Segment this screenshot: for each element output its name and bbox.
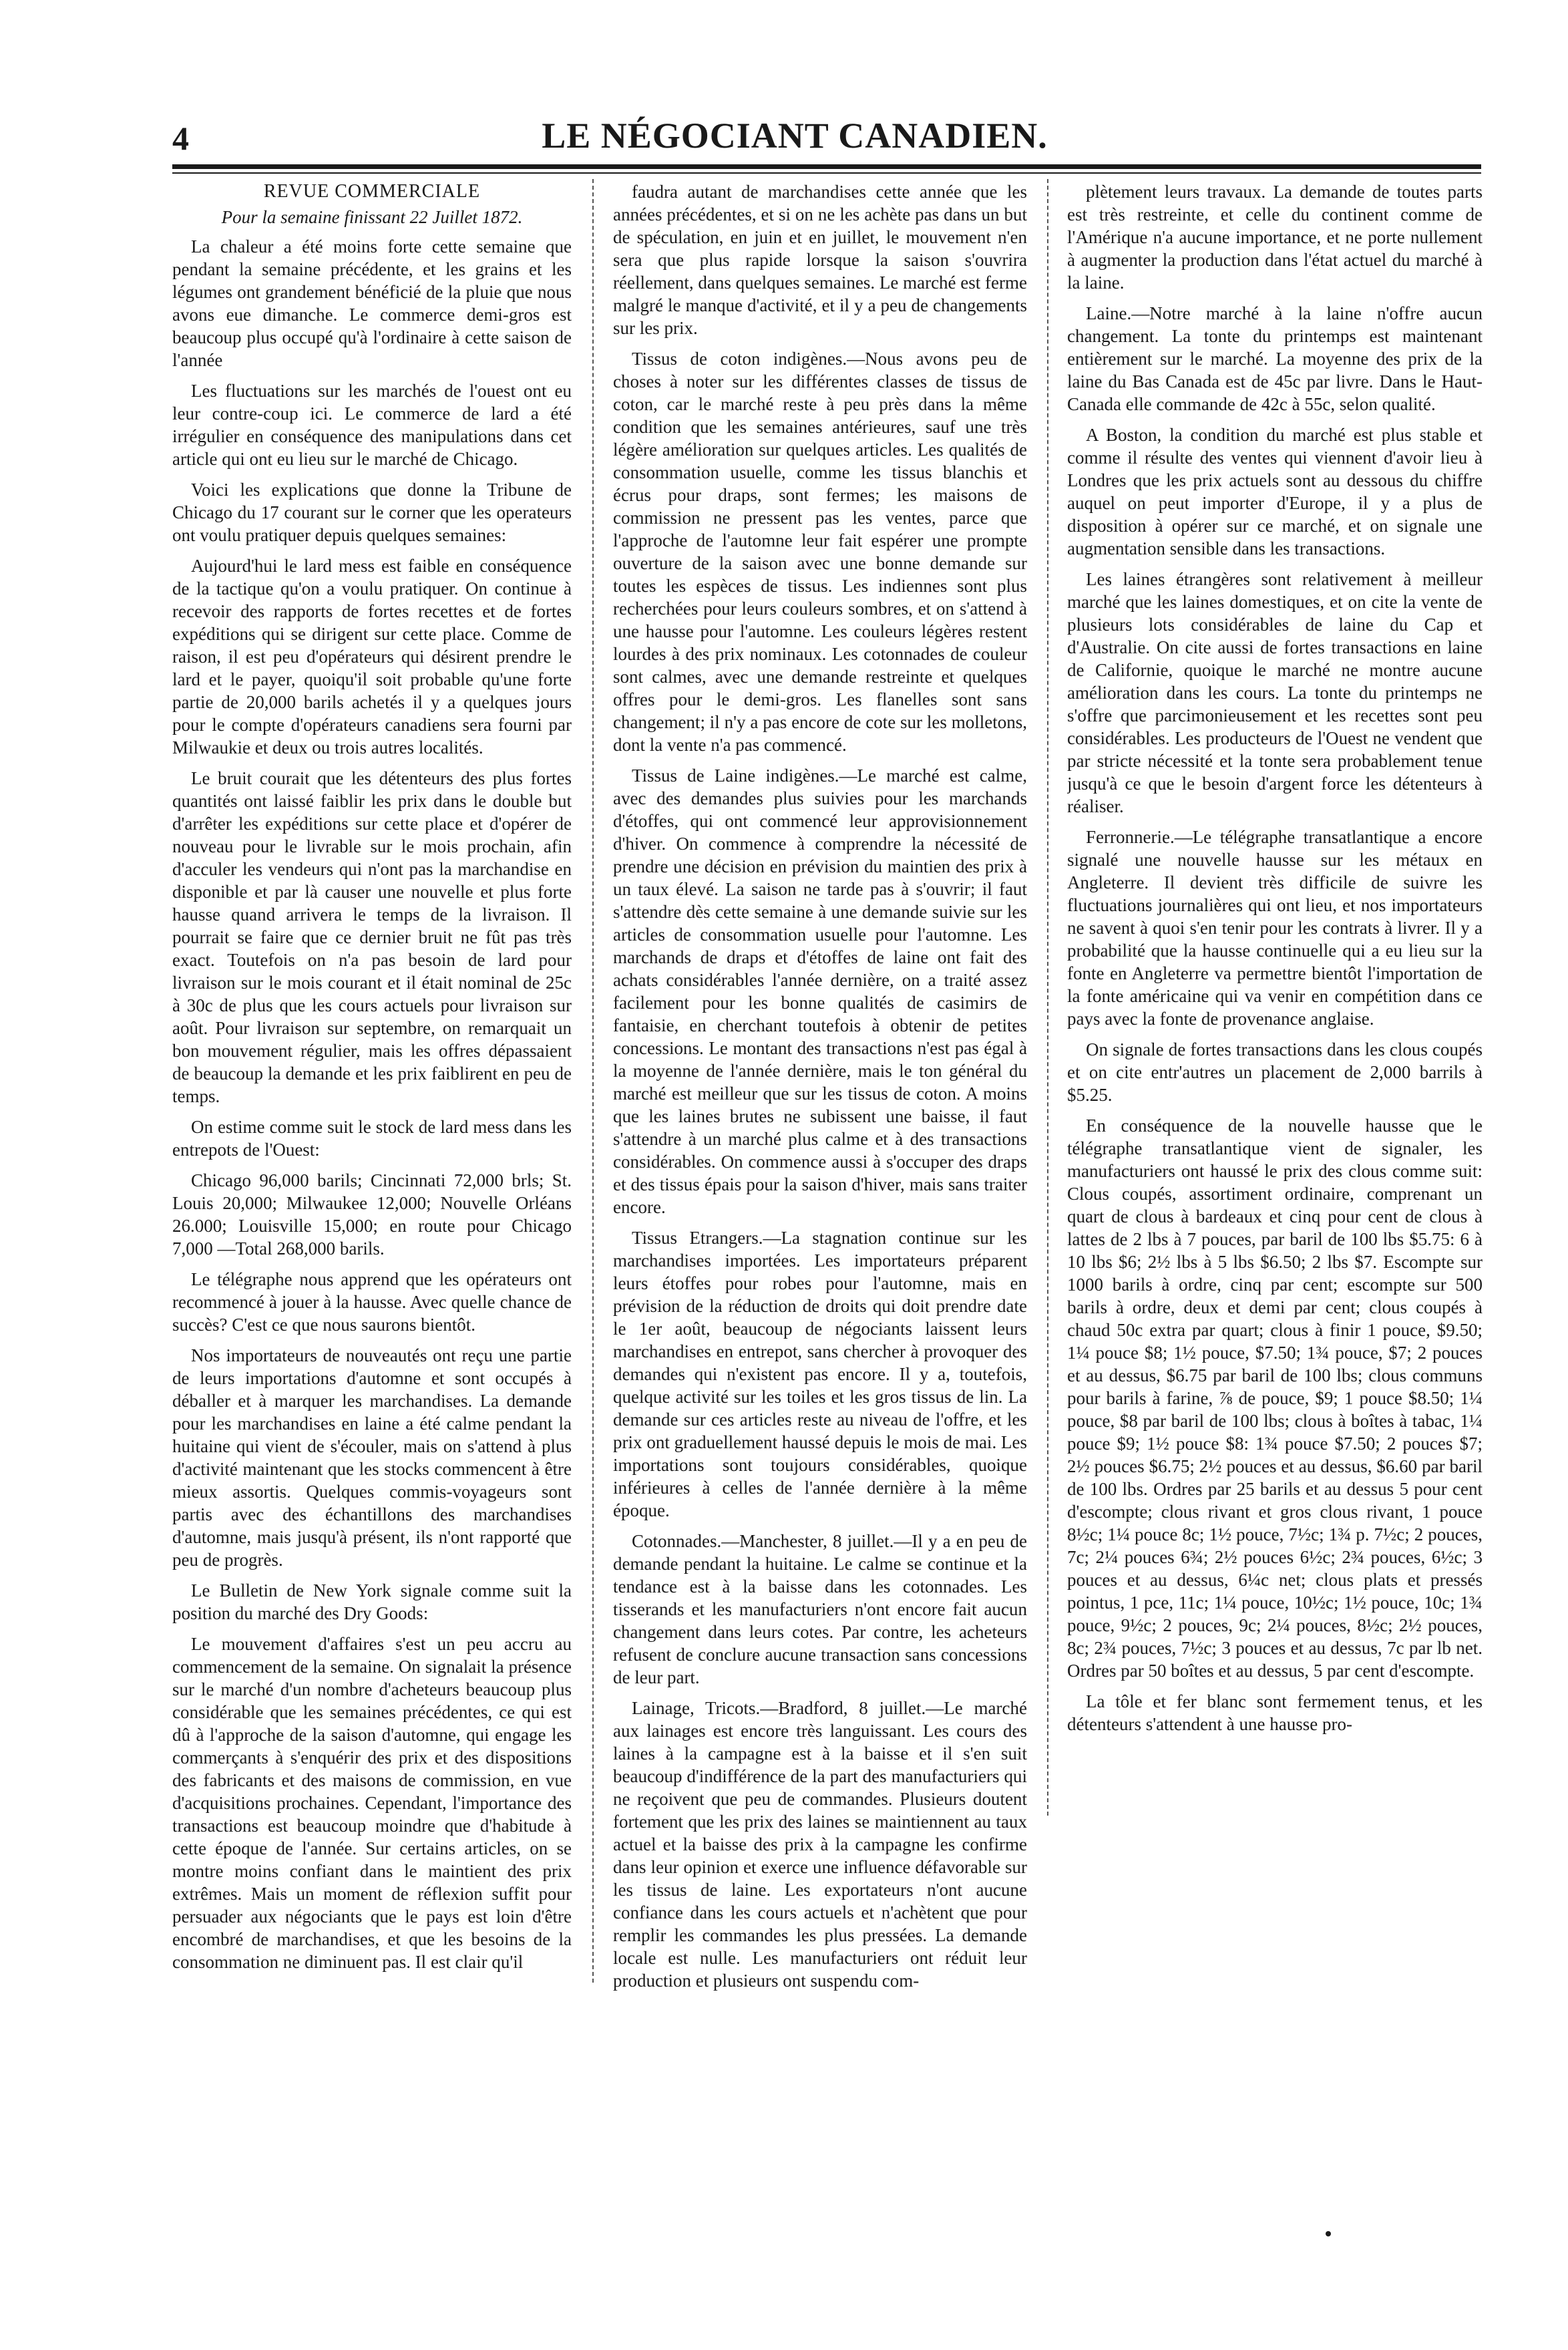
- paragraph: Tissus Etrangers.—La stagnation continue sur les marchandises importées. Les importateurs préparent leurs étoffes pour robes pour l'automne, mais en prévision de la réduction de droits qui doit prendre date le 1er août, beaucoup de négociants laissent leurs marchandises en entrepot, sans chercher à provoquer des demandes qui n'existent pas encore. Il y a, toutefois, quelque activité sur les toiles et les gros tissus de lin. La demande sur ces articles reste au niveau de l'offre, et les prix ont graduellement haussé depuis le mois de mai. Les importations sont toujours considérables, quoique inférieures à celles de l'année dernière à la même époque.: [613, 1228, 1027, 1520]
- paragraph: Tissus de coton indigènes.—Nous avons peu de choses à noter sur les différentes classes de tissus de coton, car le marché reste à peu près dans la même condition que les semaines antérieures, sauf une très légère amélioration sur quelques articles. Les qualités de consommation usuelle, comme les tissus blanchis et écrus pour draps, sont fermes; les maisons de commission ne pressent pas les ventes, parce que l'approche de l'automne leur fait espérer une prompte ouverture de la saison avec une bonne demande sur toutes les espèces de tissus. Les indiennes sont plus recherchées pour leurs couleurs sombres, et on s'attend à une hausse pour l'automne. Les couleurs légères restent lourdes à des prix nominaux. Les cotonnades de couleur sont calmes, avec une demande restreinte et quelques offres pour le demi-gros. Les flanelles sont sans changement; il n'y a pas encore de cote sur les molletons, dont la vente n'a pas commencé.: [613, 349, 1027, 755]
- column-divider: [592, 179, 594, 1983]
- column-2: [613, 180, 1027, 2291]
- paragraph: On signale de fortes transactions dans les clous coupés et on cite entr'autres un placement de 2,000 barrils à $5.25.: [1067, 1039, 1483, 1105]
- column-3: [1067, 180, 1483, 2291]
- paragraph: Chicago 96,000 barils; Cincinnati 72,000 brls; St. Louis 20,000; Milwaukee 12,000; Nouvelle Orléans 26.000; Louisville 15,000; en route pour Chicago 7,000 —Total 268,000 barils.: [172, 1170, 572, 1258]
- masthead-title: LE NÉGOCIANT CANADIEN.: [542, 116, 1048, 156]
- paragraph: Les fluctuations sur les marchés de l'ouest ont eu leur contre-coup ici. Le commerce de lard a été irrégulier en conséquence des manipulations dans cet article qui ont eu lieu sur le marché de Chicago.: [172, 381, 572, 469]
- paragraph: Aujourd'hui le lard mess est faible en conséquence de la tactique qu'on a voulu pratiquer. On continue à recevoir des rapports de fortes recettes et de fortes expéditions qui se dirigent sur cette place. Comme de raison, il est peu d'opérateurs qui désirent prendre le lard et le payer, quoiqu'il soit probable qu'une forte partie de 20,000 barils achetés il y a quelques jours pour le compte d'opérateurs canadiens sera fourni par Milwaukie et deux ou trois autres localités.: [172, 556, 572, 758]
- paragraph: La chaleur a été moins forte cette semaine que pendant la semaine précédente, et les grains et les légumes ont grandement bénéficié de la pluie que nous avons eue dimanche. Le commerce demi-gros est beaucoup plus occupé qu'à l'ordinaire à cette saison de l'année: [172, 236, 572, 370]
- paragraph: A Boston, la condition du marché est plus stable et comme il résulte des ventes qui viennent d'avoir lieu à Londres que les prix actuels sont au dessous du chiffre auquel on peut importer d'Europe, il y a plus de disposition à opérer sur ce marché, et on signale une augmentation sensible dans les transactions.: [1067, 425, 1483, 558]
- paragraph: On estime comme suit le stock de lard mess dans les entrepots de l'Ouest:: [172, 1117, 572, 1160]
- header-rule: [172, 164, 1481, 169]
- header-rule-thin: [172, 172, 1481, 174]
- paragraph: Le bruit courait que les détenteurs des plus fortes quantités ont laissé faiblir les prix dans le double but d'arrêter les expéditions sur cette place et d'opérer de nouveau pour le livrable sur le mois prochain, afin d'acculer les vendeurs qui n'ont pas la marchandise en disponible et par là causer une nouvelle et plus forte hausse quand arrivera le temps de la livraison. Il pourrait se faire que ce dernier bruit ne fût pas très exact. Toutefois on n'a pas besoin de lard pour livraison sur le mois courant et il était nominal de 25c à 30c de plus que les cours actuels pour livraison sur août. Pour livraison sur septembre, on remarquait un bon mouvement régulier, mais les offres dépassaient de beaucoup la demande et les prix faiblirent en peu de temps.: [172, 768, 572, 1106]
- paragraph: Le mouvement d'affaires s'est un peu accru au commencement de la semaine. On signalait la présence sur le marché d'un nombre d'acheteurs beaucoup plus considérable que les semaines précédentes, ce qui est dû à l'approche de la saison d'automne, qui engage les commerçants à s'enquérir des prix et des dispositions des fabricants et des maisons de commission, en vue d'acquisitions prochaines. Cependant, l'importance des transactions est beaucoup moindre que d'habitude à cette époque de l'année. Sur certains articles, on se montre moins confiant dans le maintient des prix extrêmes. Mais un moment de réflexion suffit pour persuader aux négociants que le pays est loin d'être encombré de marchandises, et que les besoins de la consommation ne diminuent pas. Il est clair qu'il: [172, 1634, 572, 1972]
- paragraph: La tôle et fer blanc sont fermement tenus, et les détenteurs s'attendent à une hausse pro-: [1067, 1691, 1483, 1734]
- section-dateline: Pour la semaine finissant 22 Juillet 1872.: [221, 207, 523, 227]
- column-divider: [1047, 179, 1048, 1816]
- paragraph: Laine.—Notre marché à la laine n'offre aucun changement. La tonte du printemps est maintenant entièrement sur le marché. La moyenne des prix de la laine du Bas Canada est de 45c par livre. Dans le Haut-Canada elle commande de 42c à 55c, selon qualité.: [1067, 303, 1483, 414]
- paragraph: Cotonnades.—Manchester, 8 juillet.—Il y a en peu de demande pendant la huitaine. Le calme se continue et la tendance est à la baisse dans les cotonnades. Les tisserands et les manufacturiers n'ont encore fait aucun changement dans leurs cotes. Par contre, les acheteurs refusent de conclure aucune transaction sans concessions de leur part.: [613, 1531, 1027, 1687]
- paragraph: Les laines étrangères sont relativement à meilleur marché que les laines domestiques, et on cite la vente de plusieurs lots considérables de laine du Cap et d'Australie. On cite aussi de fortes transactions en laine de Californie, quoique le marché ne montre aucune amélioration dans les cours. La tonte du printemps ne s'offre que parcimonieusement et les recettes sont peu considérables. Les producteurs de l'Ouest ne vendent que par stricte nécessité et la tonte sera probablement tenue jusqu'à ce que le besoin d'argent force les détenteurs à réaliser.: [1067, 569, 1483, 816]
- page-number: 4: [172, 120, 189, 157]
- paragraph: faudra autant de marchandises cette année que les années précédentes, et si on ne les achète pas dans un but de spéculation, en juin et en juillet, le mouvement n'en sera que plus rapide lorsque la saison s'ouvrira réellement, dans quelques semaines. Le marché est ferme malgré le manque d'activité, et il y a peu de changements sur les prix.: [613, 182, 1027, 338]
- print-speck: [1326, 2231, 1331, 2236]
- section-heading: REVUE COMMERCIALE: [263, 181, 481, 202]
- paragraph: plètement leurs travaux. La demande de toutes parts est très restreinte, et celle du continent comme de l'Amérique n'a aucune importance, et ne porte nullement à augmenter la production dans l'état actuel du marché à la laine.: [1067, 182, 1483, 293]
- paragraph: Le télégraphe nous apprend que les opérateurs ont recommencé à jouer à la hausse. Avec quelle chance de succès? C'est ce que nous saurons bientôt.: [172, 1269, 572, 1335]
- paragraph: Voici les explications que donne la Tribune de Chicago du 17 courant sur le corner que les operateurs ont voulu pratiquer depuis quelques semaines:: [172, 480, 572, 545]
- paragraph: Ferronnerie.—Le télégraphe transatlantique a encore signalé une nouvelle hausse sur les métaux en Angleterre. Il devient très difficile de suivre les fluctuations journalières qui ont lieu, et nos importateurs ne savent à quoi s'en tenir pour les contrats à livrer. Il y a probabilité que la hausse continuelle qui a eu lieu sur la fonte en Angleterre va permettre bientôt l'importation de la fonte américaine qui va venir en compétition dans ce pays avec la fonte de provenance anglaise.: [1067, 827, 1483, 1029]
- paragraph: Lainage, Tricots.—Bradford, 8 juillet.—Le marché aux lainages est encore très languissant. Les cours des laines à la campagne est à la baisse et il s'en suit beaucoup d'indifférence de la part des manufacturiers qui ne reçoivent que peu de commandes. Plusieurs doutent fortement que les prix des laines se maintiennent au taux actuel et la baisse des prix à la campagne les confirme dans leur opinion et exerce une influence défavorable sur les tissus de laine. Les exportateurs n'ont aucune confiance dans les cours actuels et n'achètent que pour remplir les commandes les plus pressées. La demande locale est nulle. Les manufacturiers ont réduit leur production et plusieurs ont suspendu com-: [613, 1698, 1027, 1991]
- paragraph: En conséquence de la nouvelle hausse que le télégraphe transatlantique vient de signaler, les manufacturiers ont haussé le prix des clous comme suit: Clous coupés, assortiment ordinaire, comprenant un quart de clous à bardeaux et cinq pour cent de clous à lattes de 2 lbs à 7 pouces, par baril de 100 lbs $5.75: 6 à 10 lbs $6; 2½ lbs à 5 lbs $6.50; 2 lbs $7. Escompte sur 1000 barils à ordre, cinq par cent; escompte sur 500 barils à ordre, deux et demi par cent; clous coupés à chaud 50c extra par quart; clous à finir 1 pouce, $9.50; 1¼ pouce $8; 1½ pouce, $7.50; 1¾ pouce, $7; 2 pouces et au dessus, $6.75 par baril de 100 lbs; clous communs pour barils à farine, ⅞ de pouce, $9; 1 pouce $8.50; 1¼ pouce, $8 par baril de 100 lbs; clous à boîtes à tabac, 1¼ pouce $9; 1½ pouce $8: 1¾ pouce $7.50; 2 pouces $7; 2½ pouces $6.75; 2½ pouces et au dessus, $6.60 par baril de 100 lbs. Ordres par 25 barils et au dessus 5 pour cent d'escompte; clous rivant et gros clous rivant, 1 pouce 8½c; 1¼ pouce 8c; 1½ pouce, 7½c; 1¾ p. 7½c; 2 pouces, 7c; 2¼ pouces 6¾; 2½ pouces 6½c; 2¾ pouces, 6½c; 3 pouces et au dessus, 6¼c net; clous plats et pressés pointus, 1 pce, 11c; 1¼ pouce, 10½c; 1½ pouce, 10c; 1¾ pouce, 9½c; 2 pouces, 9c; 2¼ pouces, 8½c; 2½ pouces, 8c; 2¾ pouces, 7½c; 3 pouces et au dessus, 7c par lb net. Ordres par 50 boîtes et au dessus, 5 par cent d'escompte.: [1067, 1116, 1483, 1681]
- column-1: [172, 180, 572, 2291]
- paragraph: Nos importateurs de nouveautés ont reçu une partie de leurs importations d'automne et sont occupés à déballer et à marquer les marchandises. La demande pour les marchandises en laine a été calme pendant la huitaine qui vient de s'écouler, mais on s'attend à plus d'activité maintenant que les stocks commencent à être mieux assortis. Quelques commis-voyageurs sont partis avec des échantillons des marchandises d'automne, mais jusqu'à présent, ils n'ont rapporté que peu de progrès.: [172, 1345, 572, 1570]
- paragraph: Tissus de Laine indigènes.—Le marché est calme, avec des demandes plus suivies pour les marchands d'étoffes, qui ont commencé leur approvisionnement d'hiver. On commence à comprendre la nécessité de prendre une décision en prévision du maintien des prix à un taux élevé. La saison ne tarde pas à s'ouvrir; il faut s'attendre dès cette semaine à une demande suivie sur les articles de consommation usuelle pour l'automne. Les marchands de draps et d'étoffes de laine ont fait des achats considérables l'année dernière, on a traité assez facilement pour les bonne qualités de casimirs de fantaisie, en cherchant toutefois à obtenir de petites concessions. Le montant des transactions n'est pas égal à la moyenne de l'année dernière, mais le ton général du marché est meilleur que sur les tissus de coton. A moins que les laines brutes ne subissent une baisse, il faut s'attendre à un marché plus calme et à des transactions considérables. On commence aussi à s'occuper des draps et des tissus épais pour la saison d'hiver, mais sans traiter encore.: [613, 766, 1027, 1217]
- paragraph: Le Bulletin de New York signale comme suit la position du marché des Dry Goods:: [172, 1580, 572, 1623]
